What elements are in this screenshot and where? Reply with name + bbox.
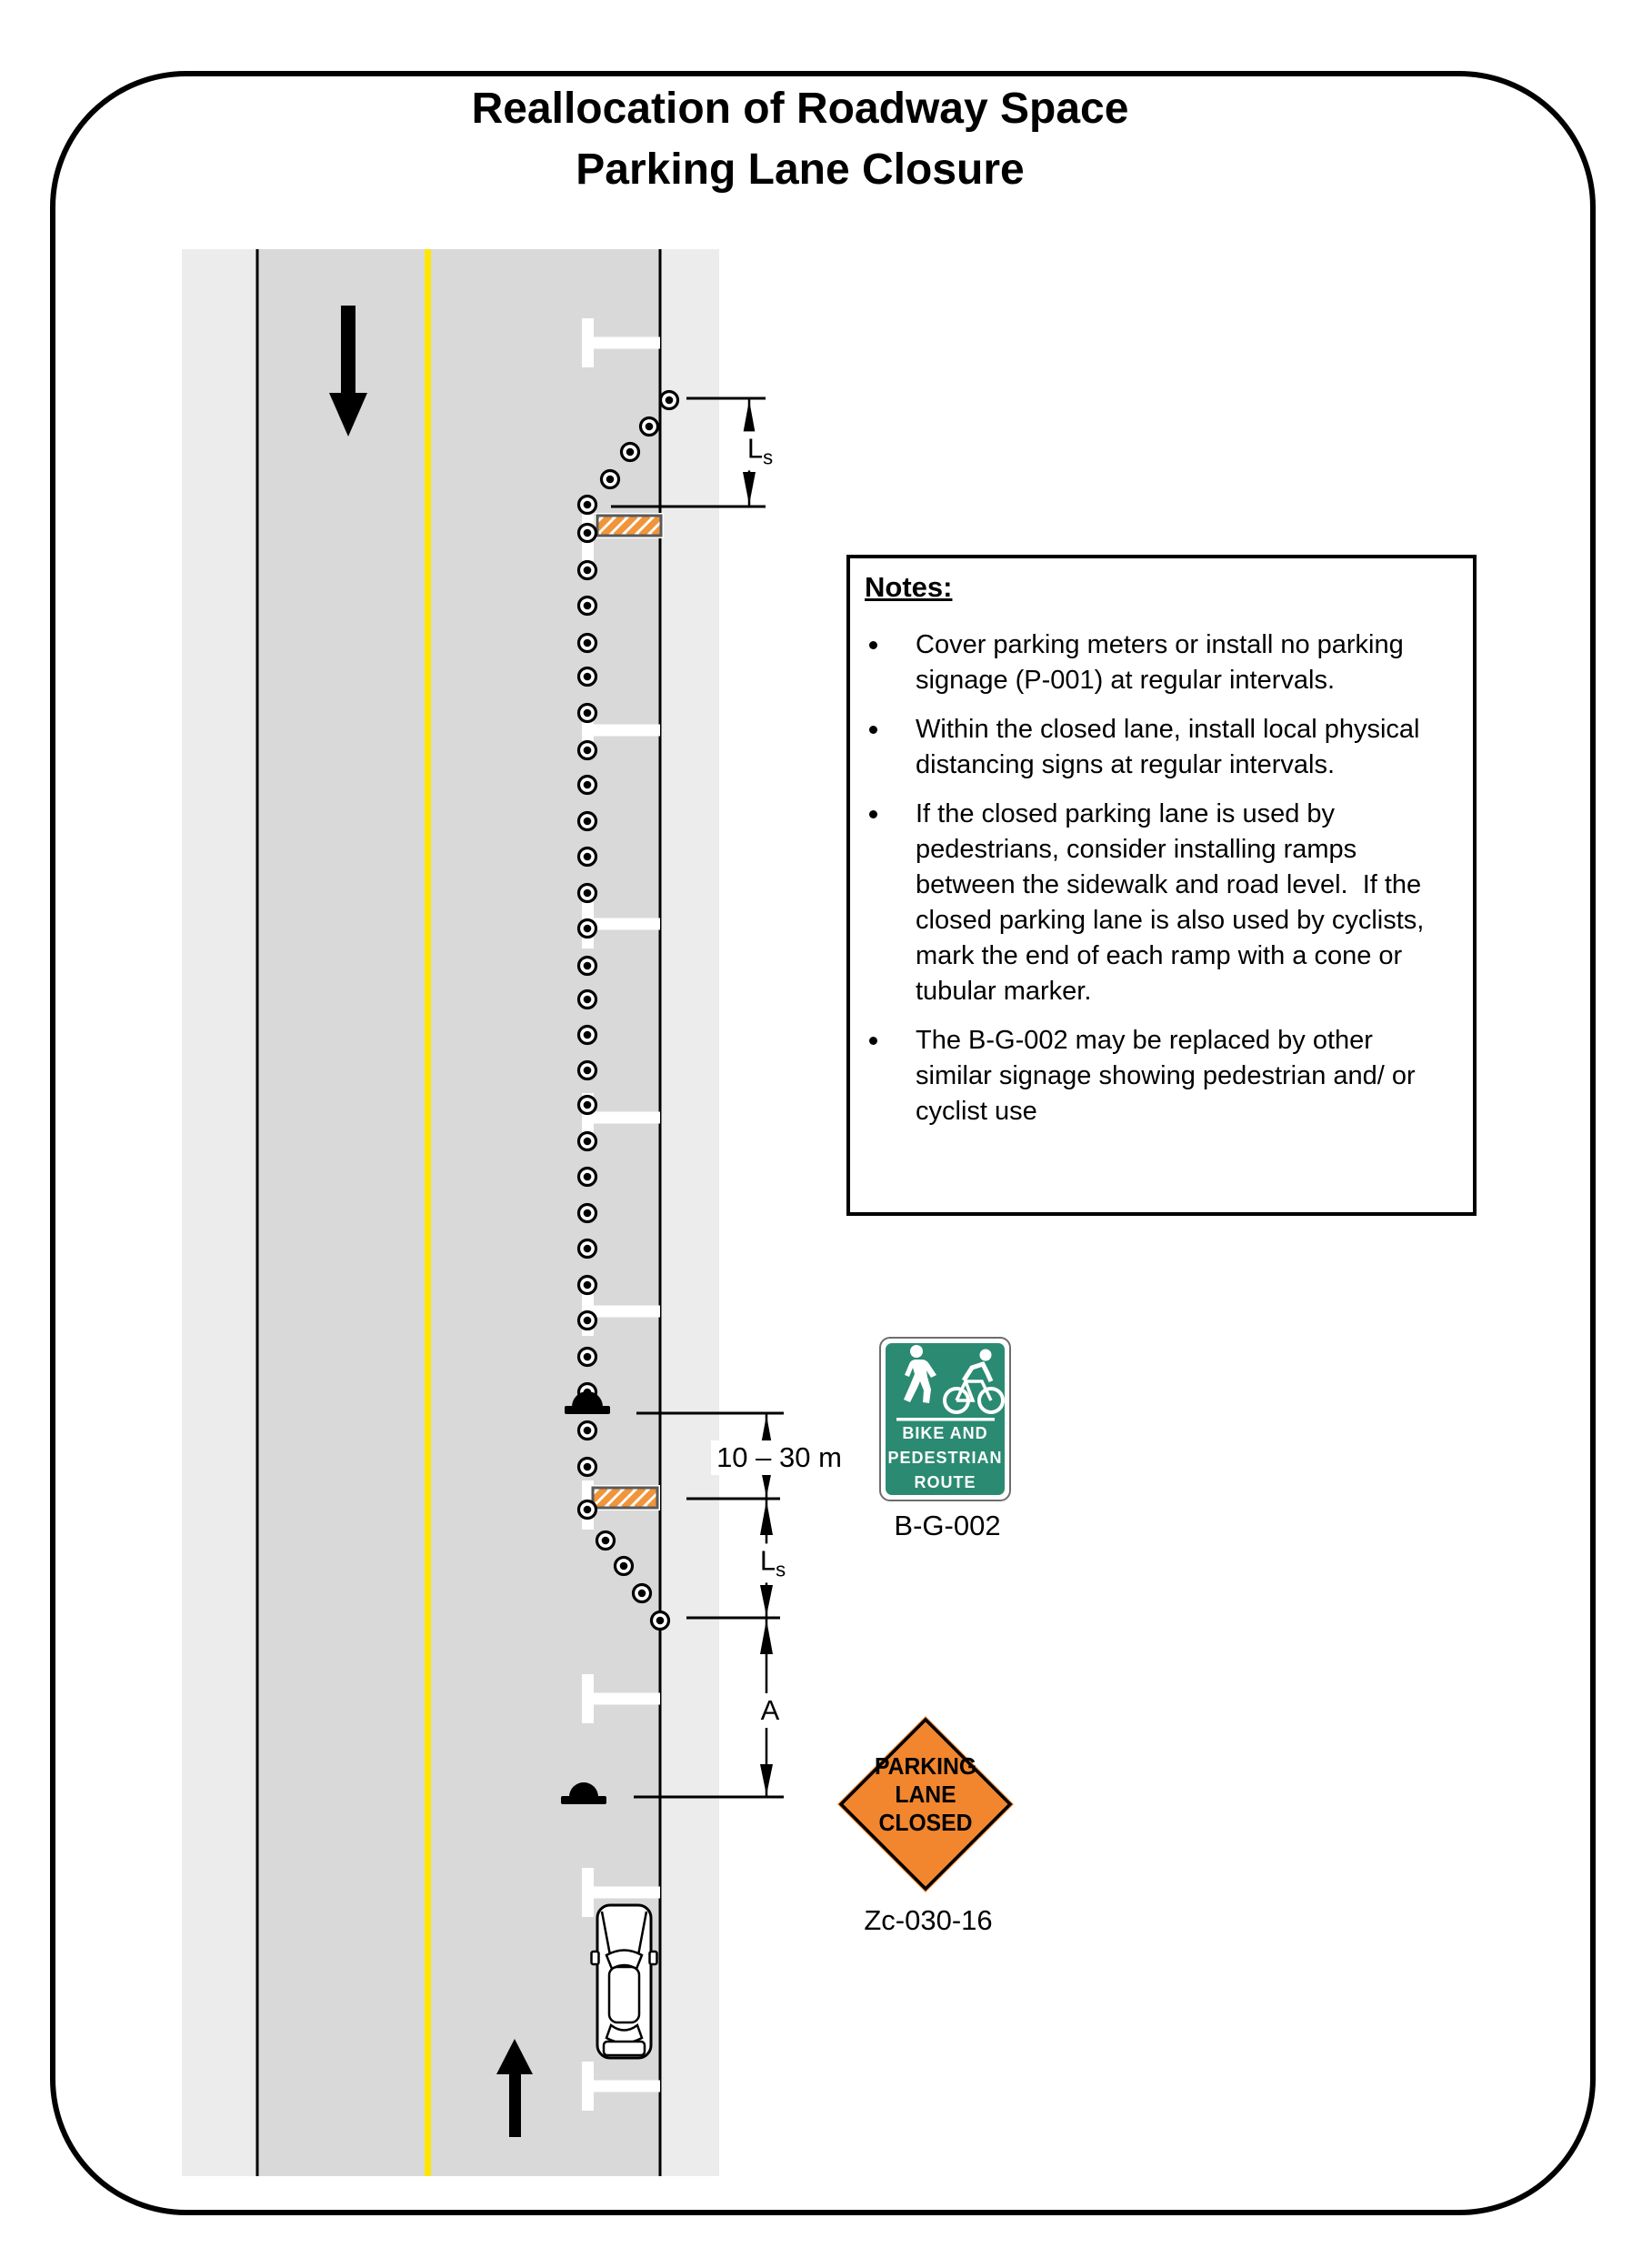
note-bullet-item: [865, 627, 1457, 698]
sign-text-line: BIKE AND: [902, 1424, 988, 1442]
traffic-cone-icon: [579, 813, 596, 830]
traffic-cone-icon: [579, 1422, 596, 1440]
traffic-cone-icon: [579, 668, 596, 686]
traffic-cone-icon: [579, 1312, 596, 1330]
bullet-dot: [869, 726, 877, 734]
traffic-cone-icon: [579, 497, 596, 514]
traffic-cone-icon: [641, 418, 658, 436]
bike-pedestrian-sign-face: [886, 1343, 1005, 1495]
traffic-cone-icon: [597, 1532, 615, 1550]
traffic-cone-icon: [579, 1027, 596, 1044]
traffic-cone-icon: [579, 848, 596, 866]
traffic-cone-icon: [661, 392, 678, 409]
notes-box: [846, 555, 1477, 1216]
note-bullet-item: [865, 1023, 1457, 1129]
traffic-cone-icon: [579, 1349, 596, 1366]
sign-code-bg002: B-G-002: [894, 1510, 1001, 1541]
traffic-cone-icon: [579, 1205, 596, 1222]
note-bullet-text: If the closed parking lane is used by pedestrians, consider installing ramps between the sidewalk and road level. If the closed parking lane is also used by cyclists, mark the end of each ramp with a cone or tubular marker.: [916, 799, 1432, 1006]
dimension-label-a: A: [756, 1693, 786, 1728]
bike-pedestrian-sign-text: [886, 1421, 1005, 1495]
traffic-cone-icon: [579, 1277, 596, 1294]
traffic-cone-icon: [579, 1459, 596, 1476]
traffic-cone-icon: [579, 525, 596, 542]
traffic-cone-icon: [579, 1169, 596, 1186]
traffic-cone-icon: [579, 1501, 596, 1519]
cyclist-icon: [945, 1350, 1003, 1413]
traffic-cone-icon: [602, 471, 619, 488]
traffic-cone-icon: [579, 777, 596, 794]
traffic-cone-icon: [579, 991, 596, 1009]
sign-text-line: CLOSED: [878, 1809, 973, 1836]
traffic-cone-icon: [579, 1240, 596, 1258]
note-bullet-item: [865, 797, 1457, 1009]
traffic-cone-icon: [579, 958, 596, 975]
sign-text-line: ROUTE: [914, 1473, 976, 1491]
page-title-line1: Reallocation of Roadway Space: [471, 85, 1129, 133]
traffic-cone-icon: [579, 1062, 596, 1079]
parked-car-icon: [592, 1905, 657, 2058]
parking-lane-closed-text: [839, 1752, 1012, 1837]
traffic-cone-icon: [622, 444, 639, 461]
bike-pedestrian-route-sign: [879, 1337, 1011, 1501]
traffic-cone-icon: [634, 1585, 651, 1602]
pedestrian-icon: [904, 1345, 936, 1403]
traffic-cone-icon: [579, 742, 596, 759]
left-edge-line: [256, 249, 259, 2176]
left-sidewalk: [182, 249, 257, 2176]
sign-text-line: PARKING: [874, 1752, 977, 1780]
traffic-cone-icon: [579, 1133, 596, 1150]
sign-code-zc03016: Zc-030-16: [864, 1904, 993, 1936]
yellow-centerline: [425, 249, 431, 2176]
traffic-cone-icon: [579, 705, 596, 722]
note-bullet-text: The B-G-002 may be replaced by other similar signage showing pedestrian and/ or cyclist use: [916, 1026, 1423, 1126]
dimension-label-ls-top: $L_s$: [742, 431, 778, 470]
right-sidewalk: [661, 249, 719, 2176]
page-title-line2: Parking Lane Closure: [576, 146, 1025, 194]
bullet-dot: [869, 1037, 877, 1045]
note-bullet-item: [865, 712, 1457, 783]
traffic-cone-icon: [616, 1558, 633, 1575]
note-bullet-text: Within the closed lane, install local physical distancing signs at regular intervals.: [916, 715, 1427, 779]
notes-title: Notes:: [865, 571, 953, 603]
sign-divider-line: [896, 1418, 995, 1421]
sign-text-line: LANE: [895, 1781, 956, 1808]
traffic-cone-icon: [579, 885, 596, 902]
sign-text-line: PEDESTRIAN: [887, 1449, 1003, 1467]
traffic-cone-icon: [579, 562, 596, 579]
bullet-dot: [869, 810, 877, 818]
traffic-cone-icon: [579, 597, 596, 615]
traffic-cone-icon: [652, 1612, 669, 1630]
dimension-label-ls-bottom: $L_s$: [755, 1543, 791, 1582]
bike-pedestrian-sign-symbols: [886, 1343, 1005, 1421]
traffic-cone-icon: [579, 635, 596, 652]
traffic-cone-icon: [579, 920, 596, 938]
notes-list: [865, 627, 1457, 1129]
dimension-label-spacing: 10 – 30 m: [711, 1440, 847, 1475]
note-bullet-text: Cover parking meters or install no parking signage (P-001) at regular intervals.: [916, 630, 1411, 695]
dimension-arrowheads: [743, 400, 773, 1795]
bullet-dot: [869, 641, 877, 649]
traffic-cone-icon: [579, 1097, 596, 1114]
